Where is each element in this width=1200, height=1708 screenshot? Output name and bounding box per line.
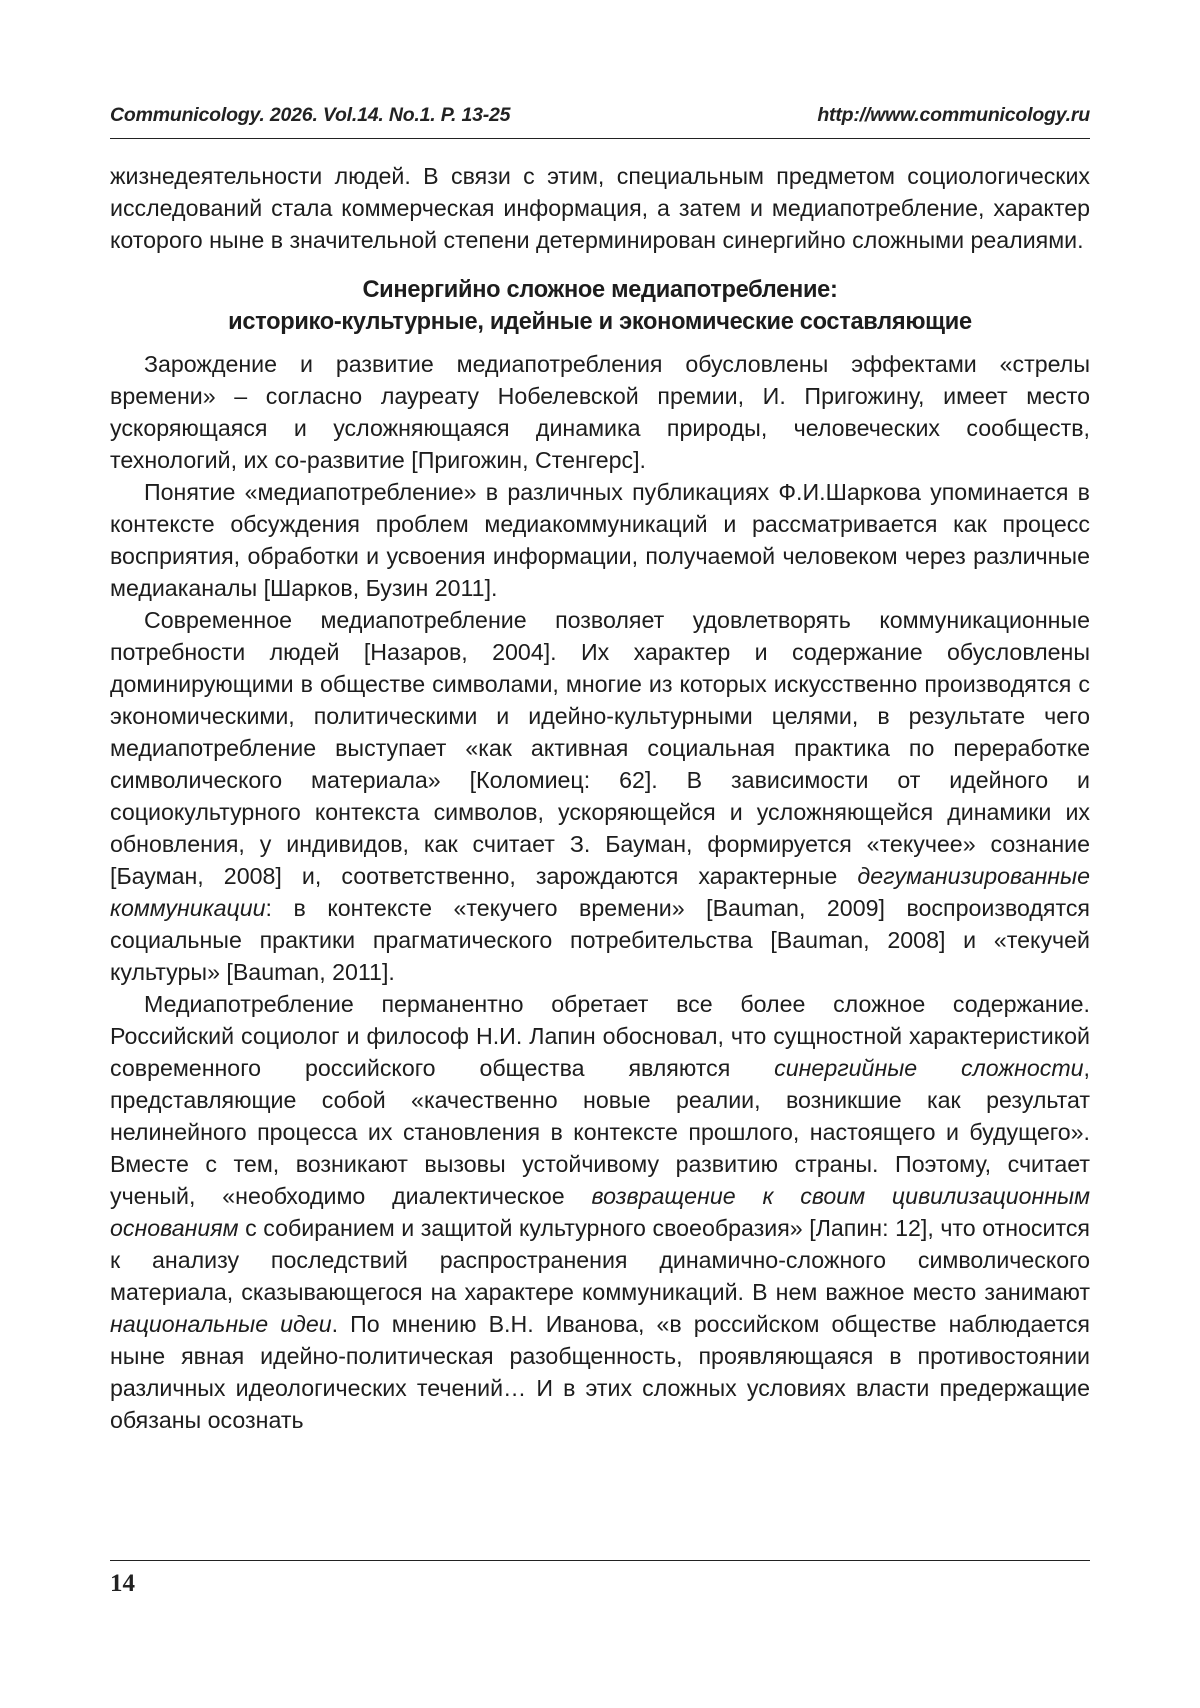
paragraph-2: Понятие «медиапотребление» в различных публикациях Ф.И.Шаркова упоминается в контексте обсуждения проблем медиакоммуникаций и рассматривается как процесс восприятия, обработки и усвоения информации, получаемой человеком через различные медиаканалы [Шарков, Бузин 2011]. <box>110 479 1090 601</box>
footer-divider <box>110 1560 1090 1561</box>
paragraph-4-text-c: с собиранием и защитой культурного своеобразия» [Лапин: 12], что относится к анализу последствий распространения динамично-сложного символического материала, сказывающегося на характере коммуникаций. В нем важное место занимают <box>110 1215 1090 1305</box>
paragraph-4-text-b: , представляющие собой «качественно новые реалии, возникшие как результат нелинейного процесса их становления в контексте прошлого, настоящего и будущего». Вместе с тем, возникают вызовы устойчивому развитию страны. Поэтому, считает ученый, «необходимо диалектическое <box>110 1055 1090 1209</box>
intro-paragraph: жизнедеятельности людей. В связи с этим, специальным предметом социологических исследований стала коммерческая информация, а затем и медиапотребление, характер которого ныне в значительной степени детерминирован синергийно сложными реалиями. <box>110 163 1090 253</box>
paragraph-3-text-b: : в контексте «текучего времени» [Bauman, 2009] воспроизводятся социальные практики прагматического потребительства [Bauman, 2008] и «текучей культуры» [Bauman, 2011]. <box>110 895 1090 985</box>
paragraph-4-text-d: . По мнению В.Н. Иванова, «в российском обществе наблюдается ныне явная идейно-политическая разобщенность, проявляющаяся в противостоянии различных идеологических течений… И в этих сложных условиях власти предержащие обязаны осознать <box>110 1311 1090 1433</box>
paragraph-4-emphasis-3: национальные идеи <box>110 1311 332 1337</box>
section-heading-line-1: Синергийно сложное медиапотребление: <box>362 277 838 303</box>
paragraph-4-emphasis-2: возвращение к своим цивилизационным основаниям <box>110 1183 1090 1241</box>
paragraph-4-text-a: Медиапотребление перманентно обретает все более сложное содержание. Российский социолог и философ Н.И. Лапин обосновал, что сущностной характеристикой современного российского общества являются <box>110 991 1090 1081</box>
paragraph-3 <box>110 604 1090 988</box>
section-heading <box>110 274 1090 338</box>
article-body <box>110 160 1090 1436</box>
paragraph-3-text-a: Современное медиапотребление позволяет удовлетворять коммуникационные потребности людей [Назаров, 2004]. Их характер и содержание обусловлены доминирующими в обществе символами, многие из которых искусственно производятся с экономическими, политическими и идейно-культурными целями, в результате чего медиапотребление выступает «как активная социальная практика по переработке символического материала» [Коломиец: 62]. В зависимости от идейного и социокультурного контекста символов, ускоряющейся и усложняющейся динамики их обновления, у индивидов, как считает З. Бауман, формируется «текучее» сознание [Бауман, 2008] и, соответственно, зарождаются характерные <box>110 607 1090 889</box>
running-header <box>110 104 1090 139</box>
page-number: 14 <box>110 1570 135 1597</box>
journal-url: http://www.communicology.ru <box>817 104 1090 126</box>
paragraph-4 <box>110 988 1090 1436</box>
paragraph-1: Зарождение и развитие медиапотребления обусловлены эффектами «стрелы времени» – согласно лауреату Нобелевской премии, И. Пригожину, имеет место ускоряющаяся и усложняющаяся динамика природы, человеческих сообществ, технологий, их со-развитие [Пригожин, Стенгерс]. <box>110 351 1090 473</box>
paragraph-4-emphasis-1: синергийные сложности <box>774 1055 1084 1081</box>
section-heading-line-2: историко-культурные, идейные и экономические составляющие <box>228 309 972 335</box>
journal-reference: Communicology. 2026. Vol.14. No.1. P. 13-25 <box>110 104 511 126</box>
paragraph-3-emphasis: дегуманизированные коммуникации <box>110 863 1090 921</box>
